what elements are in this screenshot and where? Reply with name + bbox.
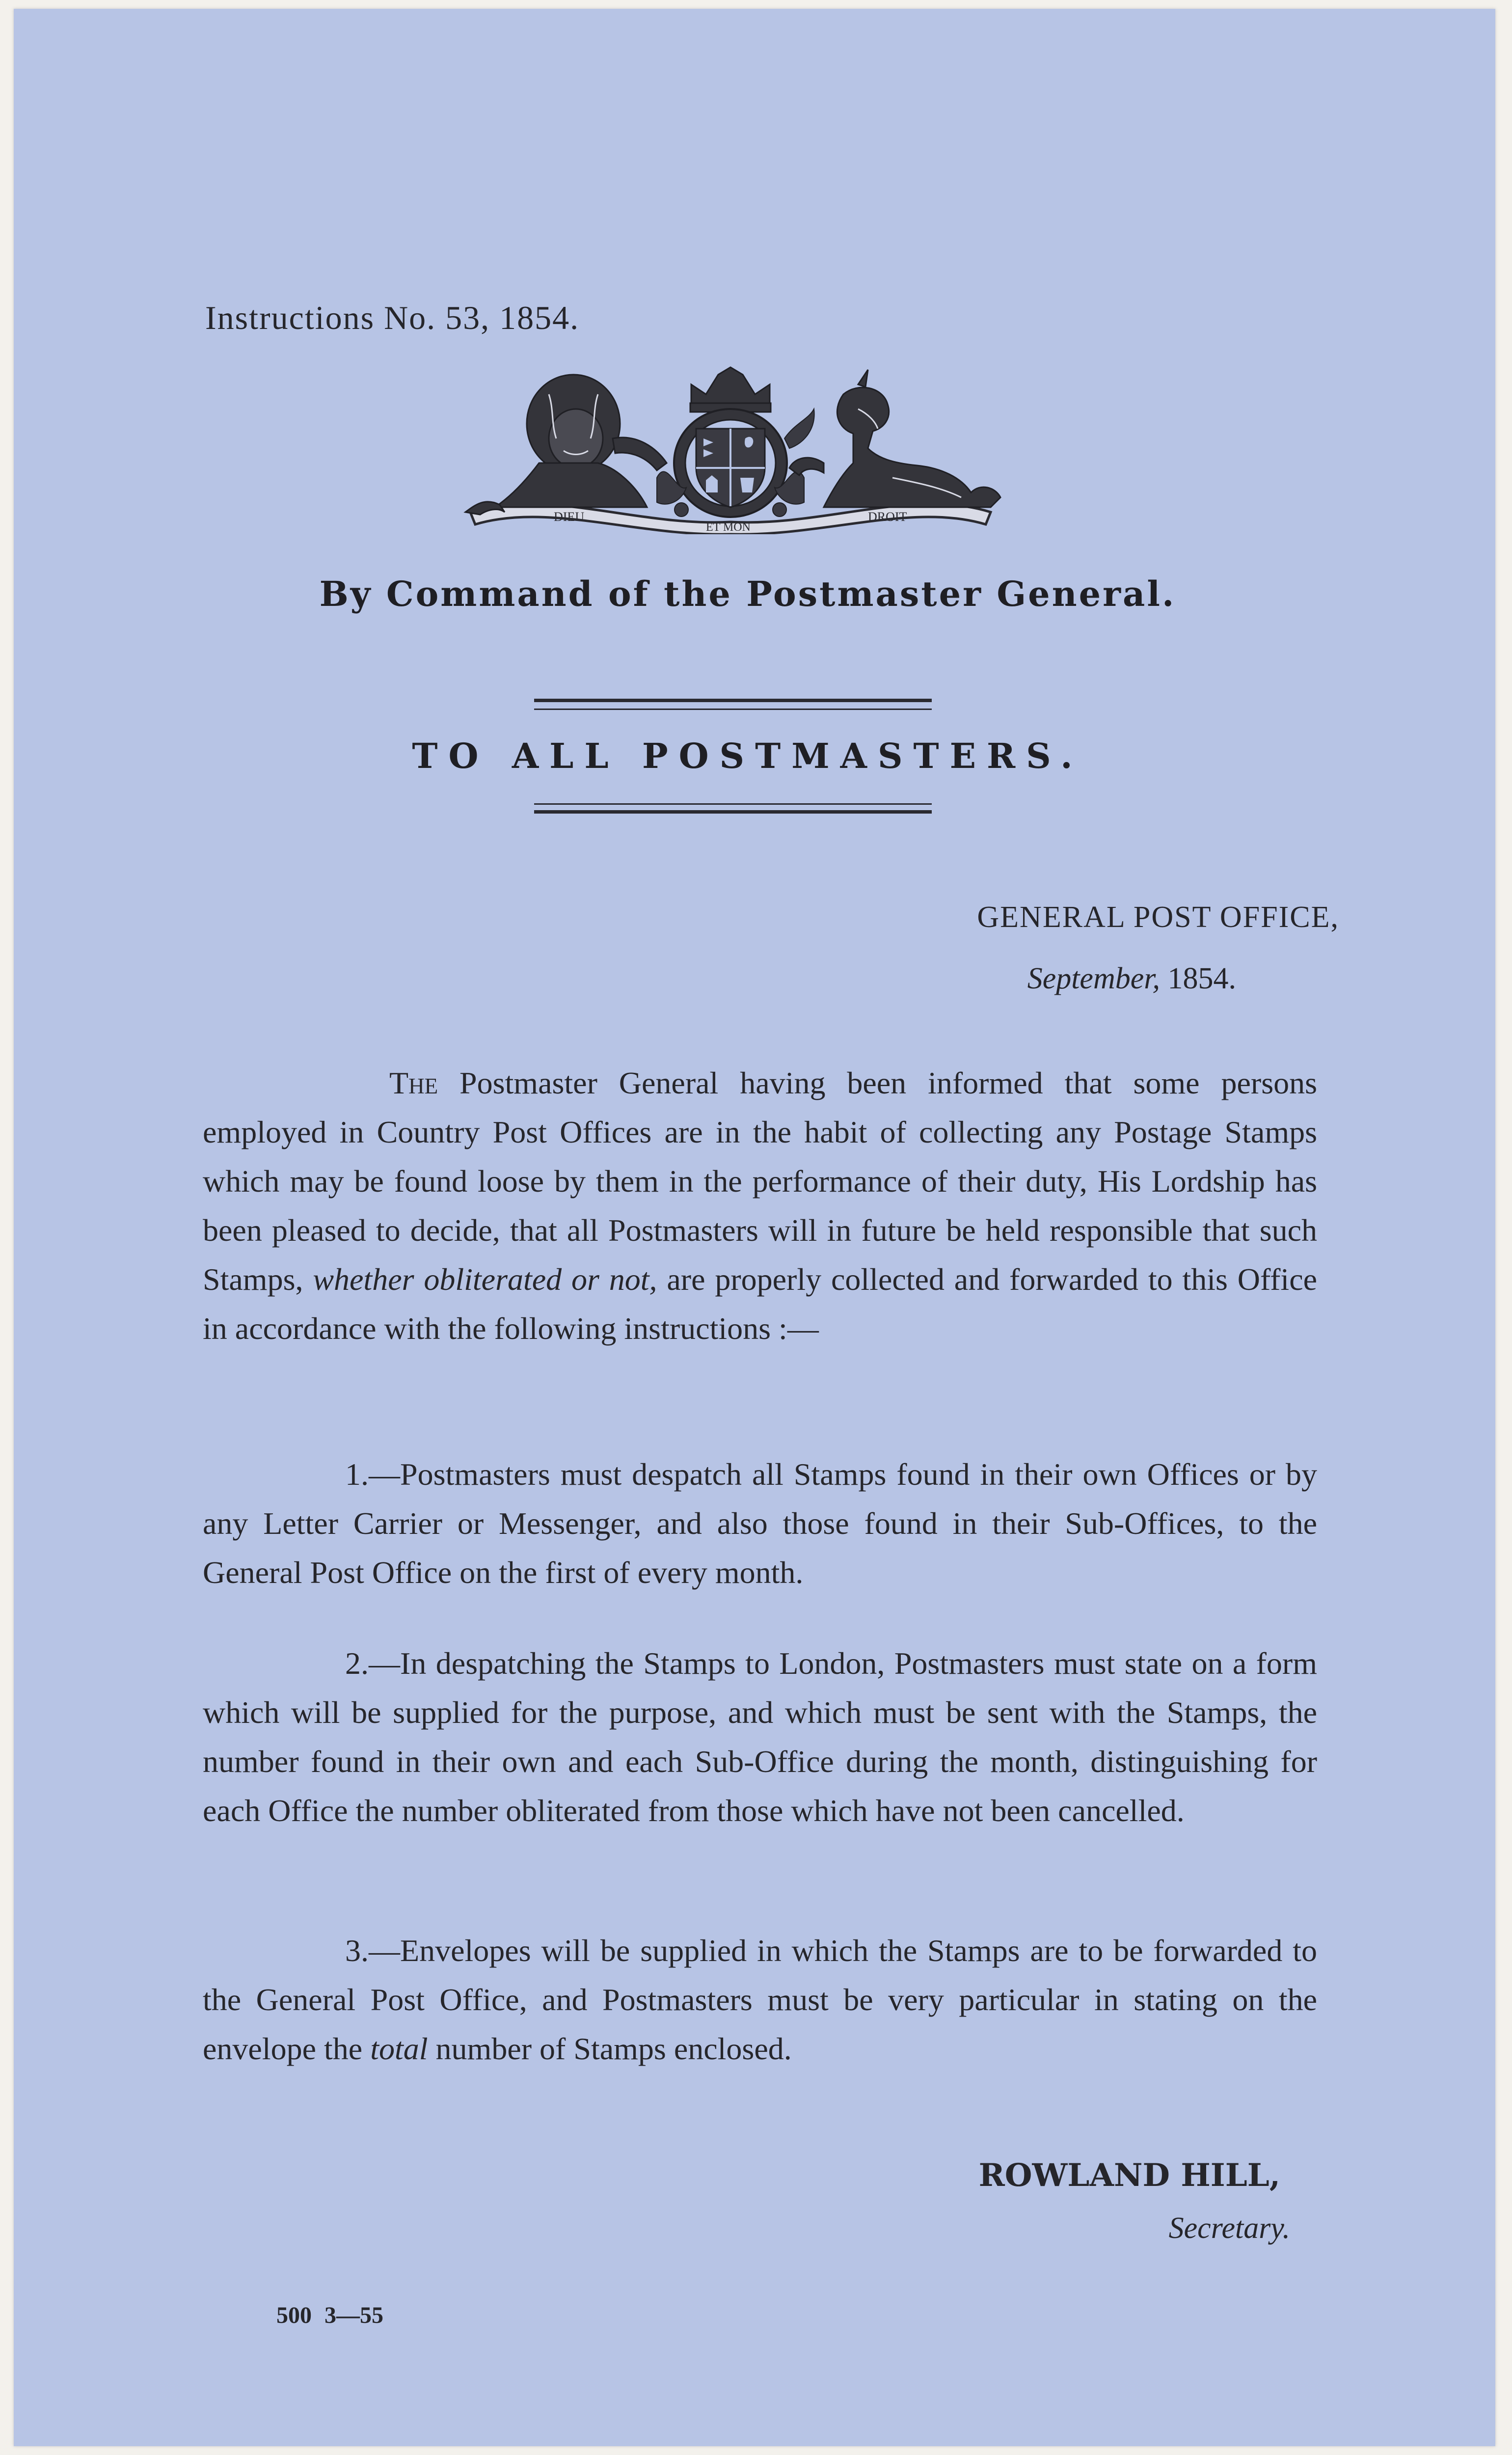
- item3-text-a: 3.—Envelopes will be supplied in which the Stamps are to be forwarded to the General Post Office, and Postmasters must be very particular in stating on the envelope the: [203, 1933, 1317, 2066]
- heading-rule-top: [534, 699, 932, 702]
- office-name: GENERAL POST OFFICE,: [977, 900, 1339, 934]
- intro-text-a: Postmaster General having been informed that some persons employed in Country Post Offices are in the habit of collecting any Postage Stamps which may be found loose by them in the performance of their duty, His Lordship has been pleased to decide, that all Postmasters will in future be held responsible that such Stamps,: [203, 1065, 1318, 1297]
- motto-center: ET MON: [706, 521, 751, 534]
- intro-paragraph: [203, 1059, 1317, 1353]
- instruction-item-3: [203, 1926, 1317, 2073]
- notice-sheet: [14, 9, 1495, 2446]
- office-date: [848, 961, 1236, 996]
- royal-coat-of-arms-icon: [451, 365, 1010, 534]
- motto-left: DIEU: [554, 510, 585, 524]
- item3-text-b: number of Stamps enclosed.: [435, 2031, 792, 2066]
- motto-right: DROIT: [868, 510, 907, 524]
- date-year: 1854.: [1167, 962, 1236, 995]
- print-code: 500 3—55: [276, 2302, 383, 2328]
- instructions-reference: Instructions No. 53, 1854.: [205, 299, 580, 336]
- intro-emphasis: whether obliterated or not,: [313, 1262, 657, 1297]
- heading-rule-top-thin: [534, 709, 932, 710]
- item3-emphasis: total: [370, 2031, 428, 2066]
- heading-rule-bottom-thin: [534, 803, 932, 805]
- instruction-item-2: 2.—In despatching the Stamps to London, Postmasters must state on a form which will be supplied for the purpose, and which must be sent with the Stamps, the number found in their own and each Sub-Office during the month, distinguishing for each Office the number obliterated from those which have not been cancelled.: [203, 1646, 1317, 1828]
- signature-name: ROWLAND HILL,: [978, 2157, 1280, 2194]
- heading-rule-bottom: [534, 810, 932, 814]
- intro-lead-word: The: [389, 1065, 438, 1100]
- instruction-item-1: 1.—Postmasters must despatch all Stamps found in their own Offices or by any Letter Carrier or Messenger, and also those found in their Sub-Offices, to the General Post Office on the first of every month.: [203, 1457, 1317, 1590]
- signature-title: Secretary.: [1168, 2211, 1290, 2245]
- date-month: September,: [1027, 962, 1160, 995]
- addressee-heading: TO ALL POSTMASTERS.: [412, 736, 1083, 776]
- intro-text-b: are properly collected and forwarded to this Office in accordance with the following instructions :—: [203, 1262, 1318, 1346]
- command-heading: By Command of the Postmaster General.: [319, 573, 1176, 614]
